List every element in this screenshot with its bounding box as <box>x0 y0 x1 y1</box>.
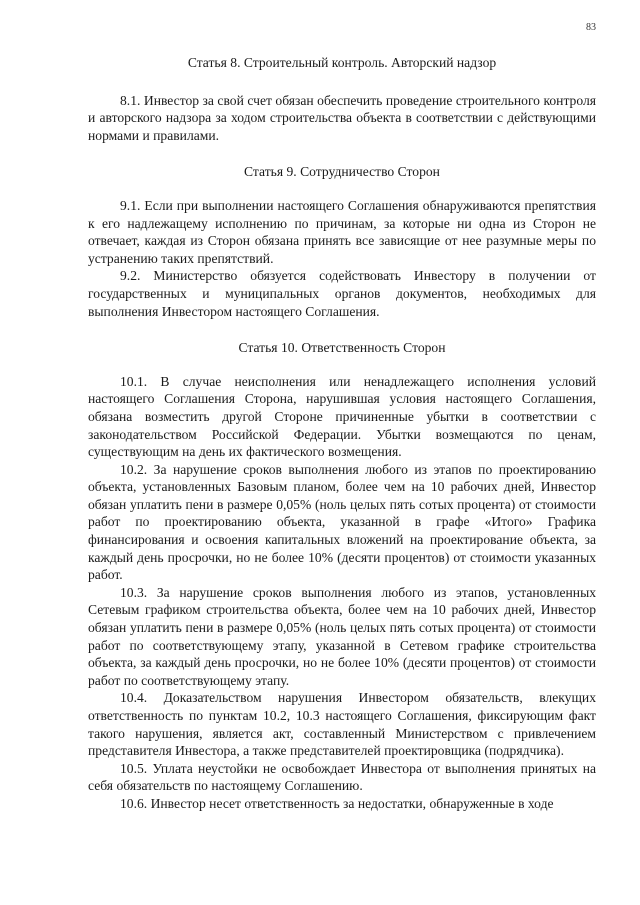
paragraph-10-3: 10.3. За нарушение сроков выполнения любого из этапов, установленных Сетевым графиком строительства объекта, более чем на 10 рабочих дней, Инвестор обязан уплатить пени в размере 0,05% (ноль целых пять сотых процента) от стоимости работ по соответствующему этапу, указанной в Сетевом графике строительства объекта, за каждый день просрочки, но не более 10% (десяти процентов) от стоимости работ по соответствующему этапу. <box>88 584 596 688</box>
paragraph-10-6: 10.6. Инвестор несет ответственность за недостатки, обнаруженные в ходе <box>120 795 554 811</box>
paragraph-8-1: 8.1. Инвестор за свой счет обязан обеспечить проведение строительного контроля и авторского надзора за ходом строительства объекта в соответствии с действующими нормами и правилами. <box>88 92 596 143</box>
paragraph-9-2: 9.2. Министерство обязуется содействовать Инвестору в получении от государственных и муниципальных органов документов, необходимых для выполнения Инвестором настоящего Соглашения. <box>88 268 596 319</box>
article-8-heading: Статья 8. Строительный контроль. Авторский надзор <box>187 55 497 70</box>
paragraph-10-1: 10.1. В случае неисполнения или ненадлежащего исполнения условий настоящего Соглашения Сторона, нарушившая условия настоящего Соглашения, обязана возместить другой Стороне причиненные убытки в соответствии с законодательством Российской Федерации. Убытки возмещаются по ценам, существующим на день их фактического возмещения. <box>88 373 596 460</box>
paragraph-10-2: 10.2. За нарушение сроков выполнения любого из этапов по проектированию объекта, установленных Базовым планом, более чем на 10 рабочих дней, Инвестор обязан уплатить пени в размере 0,05% (ноль целых пять сотых процента) от стоимости работ по проектированию объекта, указанной в графе «Итого» Графика финансирования и освоения капитальных вложений на проектирование объекта, за каждый день просрочки, но не более 10% (десяти процентов) от стоимости указанных работ. <box>88 461 596 583</box>
document-page <box>88 54 596 813</box>
page-number: 83 <box>586 22 596 33</box>
paragraph-10-4: 10.4. Доказательством нарушения Инвестором обязательств, влекущих ответственность по пунктам 10.2, 10.3 настоящего Соглашения, фиксирующим факт такого нарушения, является акт, составленный Министерством с привлечением представителя Инвестора, а также представителей проектировщика (подрядчика). <box>88 690 596 759</box>
article-10-heading: Статья 10. Ответственность Сторон <box>238 340 446 356</box>
paragraph-9-1: 9.1. Если при выполнении настоящего Соглашения обнаруживаются препятствия к его надлежащему исполнению по причинам, за которые ни одна из Сторон не отвечает, каждая из Сторон обязана принять все зависящие от нее разумные меры по устранению таких препятствий. <box>88 197 596 266</box>
paragraph-10-5: 10.5. Уплата неустойки не освобождает Инвестора от выполнения принятых на себя обязательств по настоящему Соглашению. <box>88 760 596 794</box>
article-9-heading: Статья 9. Сотрудничество Сторон <box>244 164 440 180</box>
